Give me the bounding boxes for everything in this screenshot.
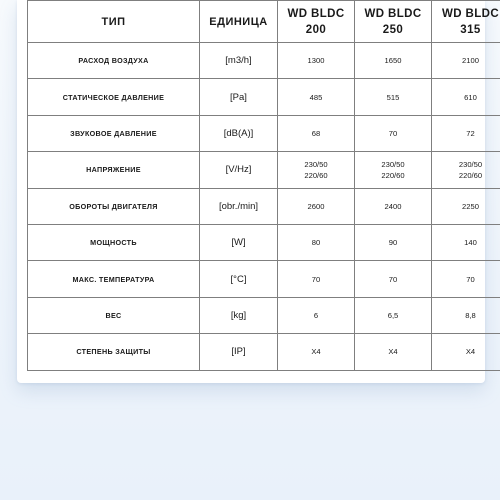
value-text: 485 bbox=[309, 92, 323, 102]
table-row bbox=[28, 188, 500, 224]
value-cell bbox=[355, 43, 432, 79]
value-text: 1650 bbox=[384, 56, 402, 66]
column-header-model bbox=[355, 1, 432, 43]
model-name: WD BLDC bbox=[441, 7, 500, 20]
value-cell bbox=[432, 224, 500, 260]
parameter-name: РАСХОД ВОЗДУХА bbox=[28, 43, 200, 79]
value-cell bbox=[355, 297, 432, 333]
value-cell bbox=[278, 334, 355, 370]
table-row bbox=[28, 334, 500, 370]
value-cell bbox=[432, 152, 500, 188]
value-cell bbox=[355, 224, 432, 260]
value-cell bbox=[432, 334, 500, 370]
table-row bbox=[28, 297, 500, 333]
value-text: 68 bbox=[311, 128, 321, 138]
value-cell bbox=[278, 43, 355, 79]
value-text: 70 bbox=[388, 274, 398, 284]
value-cell bbox=[278, 79, 355, 115]
value-text: 6,5 bbox=[387, 310, 399, 320]
model-name: WD BLDC bbox=[287, 7, 345, 20]
value-text: 70 bbox=[388, 128, 398, 138]
value-text: 80 bbox=[311, 238, 321, 248]
column-header-type: ТИП bbox=[28, 1, 200, 43]
value-cell bbox=[432, 115, 500, 151]
parameter-name: СТЕПЕНЬ ЗАЩИТЫ bbox=[28, 334, 200, 370]
value-cell bbox=[278, 115, 355, 151]
value-text: 1300 bbox=[307, 56, 325, 66]
table-body bbox=[28, 43, 500, 371]
value-text: 220/60 bbox=[381, 170, 405, 180]
parameter-name: ВЕС bbox=[28, 297, 200, 333]
model-size: 250 bbox=[382, 23, 404, 36]
value-text: 70 bbox=[311, 274, 321, 284]
value-cell bbox=[355, 115, 432, 151]
table-row bbox=[28, 115, 500, 151]
value-text: 90 bbox=[388, 238, 398, 248]
parameter-name: НАПРЯЖЕНИЕ bbox=[28, 152, 200, 188]
value-text: 2250 bbox=[462, 201, 479, 211]
value-text: 230/50 bbox=[381, 159, 405, 169]
value-cell bbox=[278, 224, 355, 260]
value-text: 8,8 bbox=[465, 310, 476, 320]
value-text: 140 bbox=[464, 238, 477, 248]
value-cell bbox=[355, 261, 432, 297]
value-text: 230/50 bbox=[304, 159, 328, 169]
parameter-unit: [W] bbox=[200, 224, 278, 260]
value-cell bbox=[432, 43, 500, 79]
parameter-unit: [kg] bbox=[200, 297, 278, 333]
column-header-unit: ЕДИНИЦА bbox=[200, 1, 278, 43]
value-text: X4 bbox=[311, 347, 321, 357]
value-cell bbox=[432, 261, 500, 297]
parameter-name: СТАТИЧЕСКОЕ ДАВЛЕНИЕ bbox=[28, 79, 200, 115]
table-header-row bbox=[28, 1, 500, 43]
parameter-unit: [IP] bbox=[200, 334, 278, 370]
value-cell bbox=[278, 152, 355, 188]
value-text: 220/60 bbox=[458, 170, 483, 180]
value-text: 70 bbox=[466, 274, 475, 284]
table-row bbox=[28, 79, 500, 115]
model-name: WD BLDC bbox=[364, 7, 422, 20]
value-cell bbox=[432, 297, 500, 333]
value-text: X4 bbox=[388, 347, 398, 357]
value-text: 2400 bbox=[384, 201, 402, 211]
value-text: 610 bbox=[464, 92, 477, 102]
table-row bbox=[28, 152, 500, 188]
table-row bbox=[28, 261, 500, 297]
value-text: 230/50 bbox=[458, 159, 483, 169]
parameter-name: ЗВУКОВОЕ ДАВЛЕНИЕ bbox=[28, 115, 200, 151]
value-cell bbox=[278, 297, 355, 333]
parameter-unit: [°C] bbox=[200, 261, 278, 297]
parameter-unit: [V/Hz] bbox=[200, 152, 278, 188]
parameter-unit: [Pa] bbox=[200, 79, 278, 115]
value-text: 2100 bbox=[462, 56, 479, 66]
parameter-unit: [m3/h] bbox=[200, 43, 278, 79]
parameter-unit: [obr./min] bbox=[200, 188, 278, 224]
model-size: 200 bbox=[305, 23, 327, 36]
value-text: 6 bbox=[313, 310, 319, 320]
table-row bbox=[28, 43, 500, 79]
value-cell bbox=[278, 261, 355, 297]
specifications-table bbox=[27, 0, 500, 371]
model-size: 315 bbox=[460, 23, 481, 36]
parameter-unit: [dB(A)] bbox=[200, 115, 278, 151]
column-header-model bbox=[432, 1, 500, 43]
table-row bbox=[28, 224, 500, 260]
parameter-name: ОБОРОТЫ ДВИГАТЕЛЯ bbox=[28, 188, 200, 224]
spec-sheet bbox=[17, 0, 500, 383]
value-text: 220/60 bbox=[304, 170, 328, 180]
value-text: 2600 bbox=[307, 201, 325, 211]
value-text: 515 bbox=[386, 92, 400, 102]
value-text: 72 bbox=[466, 128, 475, 138]
value-cell bbox=[355, 188, 432, 224]
parameter-name: МОЩНОСТЬ bbox=[28, 224, 200, 260]
parameter-name: МАКС. ТЕМПЕРАТУРА bbox=[28, 261, 200, 297]
value-text: X4 bbox=[465, 347, 476, 357]
value-cell bbox=[355, 152, 432, 188]
value-cell bbox=[278, 188, 355, 224]
value-cell bbox=[355, 79, 432, 115]
value-cell bbox=[432, 188, 500, 224]
value-cell bbox=[432, 79, 500, 115]
column-header-model bbox=[278, 1, 355, 43]
value-cell bbox=[355, 334, 432, 370]
